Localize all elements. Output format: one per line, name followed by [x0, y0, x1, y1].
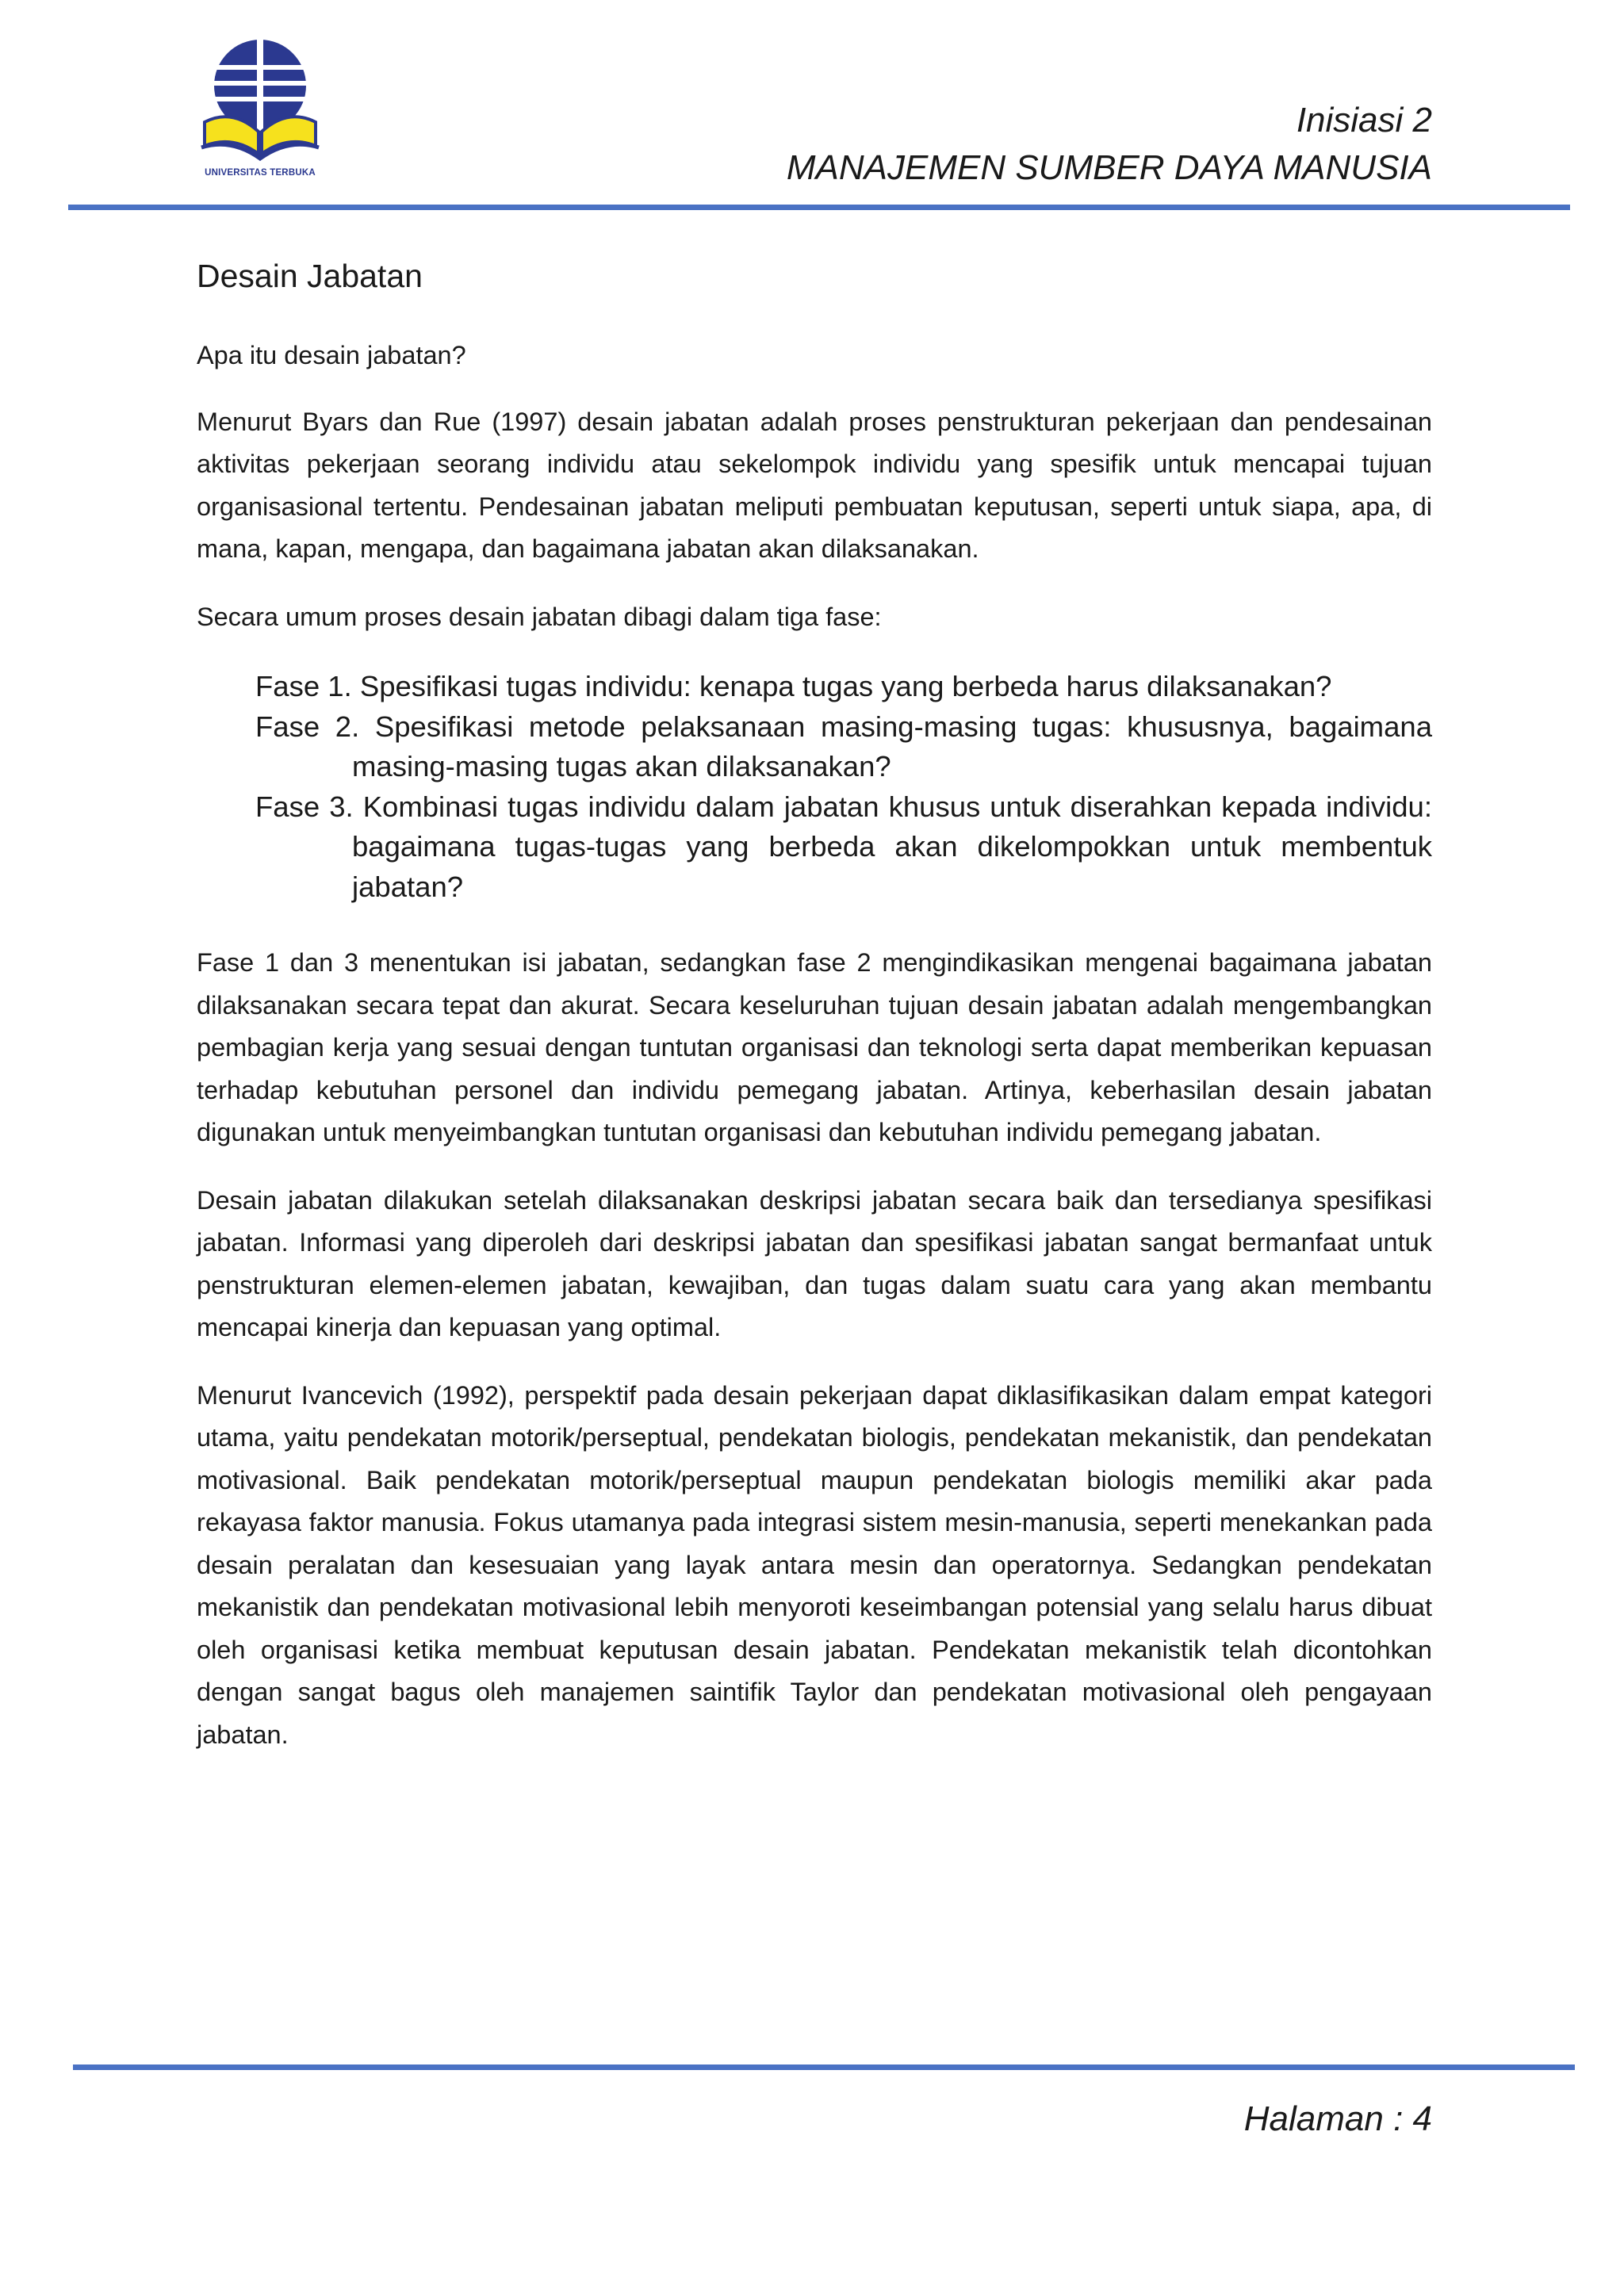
- paragraph-phase-summary: Fase 1 dan 3 menentukan isi jabatan, sedangkan fase 2 mengindikasikan mengenai bagaimana jabatan dilaksanakan secara tepat dan akurat. Secara keseluruhan tujuan desain jabatan adalah mengembangkan pembagian kerja yang sesuai dengan tuntutan organisasi dan teknologi serta dapat memberikan kepuasan terhadap kebutuhan personel dan individu pemegang jabatan. Artinya, keberhasilan desain jabatan digunakan untuk menyeimbangkan tuntutan organisasi dan kebutuhan individu pemegang jabatan.: [197, 948, 1432, 1146]
- logo-caption: UNIVERSITAS TERBUKA: [205, 168, 316, 178]
- paragraph-definition: Menurut Byars dan Rue (1997) desain jabatan adalah proses penstrukturan pekerjaan dan pendesainan aktivitas pekerjaan seorang individu atau sekelompok individu yang spesifik untuk mencapai tujuan organisasional tertentu. Pendesainan jabatan meliputi pembuatan keputusan, seperti untuk siapa, apa, di mana, kapan, mengapa, dan bagaimana jabatan akan dilaksanakan.: [197, 407, 1432, 563]
- footer-divider: [73, 2064, 1575, 2070]
- paragraph-description-spec: Desain jabatan dilakukan setelah dilaksanakan deskripsi jabatan secara baik dan tersedianya spesifikasi jabatan. Informasi yang diperoleh dari deskripsi jabatan dan spesifikasi jabatan sangat bermanfaat untuk penstrukturan elemen-elemen jabatan, kewajiban, dan tugas dalam suatu cara yang akan membantu mencapai kinerja dan kepuasan yang optimal.: [197, 1185, 1432, 1341]
- university-logo: [197, 35, 324, 186]
- document-header: [787, 97, 1432, 192]
- phase-item: Fase 3. Kombinasi tugas individu dalam jabatan khusus untuk diserahkan kepada individu: bagaimana tugas-tugas yang berbeda akan dikelompokkan untuk membentuk jabatan?: [255, 790, 1432, 903]
- phase-item: Fase 2. Spesifikasi metode pelaksanaan masing-masing tugas: khususnya, bagaimana masing-masing tugas akan dilaksanakan?: [255, 710, 1432, 783]
- page-number: Halaman : 4: [1243, 2099, 1432, 2138]
- phase-list: [255, 667, 1432, 907]
- document-body: [197, 252, 1432, 1781]
- intro-question: Apa itu desain jabatan?: [197, 341, 466, 369]
- section-title: Desain Jabatan: [197, 258, 423, 294]
- phase-item: Fase 1. Spesifikasi tugas individu: kenapa tugas yang berbeda harus dilaksanakan?: [255, 670, 1332, 702]
- paragraph-phases-intro: Secara umum proses desain jabatan dibagi dalam tiga fase:: [197, 602, 882, 631]
- header-course-title: MANAJEMEN SUMBER DAYA MANUSIA: [786, 148, 1432, 187]
- header-divider: [68, 205, 1570, 210]
- university-emblem-icon: [197, 35, 324, 168]
- header-inisiasi: Inisiasi 2: [1296, 101, 1432, 140]
- paragraph-ivancevich: Menurut Ivancevich (1992), perspektif pada desain pekerjaan dapat diklasifikasikan dalam empat kategori utama, yaitu pendekatan motorik/perseptual, pendekatan biologis, pendekatan mekanistik, dan pendekatan motivasional. Baik pendekatan motorik/perseptual maupun pendekatan biologis memiliki akar pada rekayasa faktor manusia. Fokus utamanya pada integrasi sistem mesin-manusia, seperti menekankan pada desain peralatan dan kesesuaian yang layak antara mesin dan operatornya. Sedangkan pendekatan mekanistik dan pendekatan motivasional lebih menyoroti keseimbangan potensial yang selalu harus dibuat oleh organisasi ketika membuat keputusan desain jabatan. Pendekatan mekanistik telah dicontohkan dengan sangat bagus oleh manajemen saintifik Taylor dan pendekatan motivasional oleh pengayaan jabatan.: [197, 1380, 1432, 1749]
